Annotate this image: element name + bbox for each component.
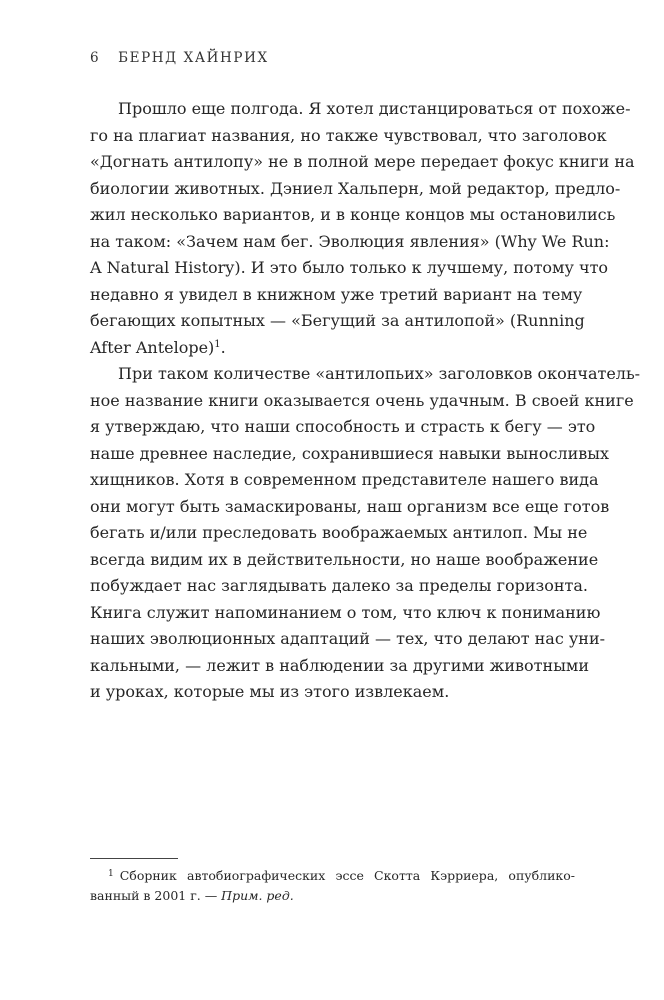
text-line: недавно я увидел в книжном уже третий вариант на тему (90, 284, 583, 304)
running-head-author: БЕРНД ХАЙНРИХ (118, 50, 269, 66)
footnote-text: Сборник автобиографических эссе Скотта Кэрриера, опублико- (119, 868, 575, 883)
text-line: го на плагиат названия, но также чувствовал, что заголовок (90, 125, 607, 145)
text-line: наших эволюционных адаптаций — тех, что делают нас уни- (90, 629, 606, 648)
text-line: биологии животных. Дэниел Хальперн, мой редактор, предло- (90, 178, 621, 198)
text-line: бегающих копытных — «Бегущий за антилопой» (Running (90, 311, 585, 330)
text-line: кальными, — лежит в наблюдении за другими животными (90, 655, 590, 675)
footnote-line (90, 886, 575, 906)
text-line: A Natural History). И это было только к лучшему, потому что (90, 258, 609, 277)
body-text (90, 96, 641, 706)
footnote-reference: 1 (214, 338, 221, 350)
text-line: наше древнее наследие, сохранившиеся навыки выносливых (90, 443, 610, 463)
footnote-mark: 1 (108, 869, 114, 879)
text-line: побуждает нас заглядывать далеко за пределы горизонта. (90, 576, 588, 595)
text-line: они могут быть замаскированы, наш организм все еще готов (90, 496, 610, 516)
text-line: При таком количестве «антилопьих» заголовков окончатель- (118, 364, 641, 383)
text-line: ное название книги оказывается очень удачным. В своей книге (90, 390, 634, 410)
text-line: жил несколько вариантов, и в конце концов мы остановились (90, 205, 616, 224)
text-line: хищников. Хотя в современном представителе нашего вида (90, 470, 599, 489)
text-line: на таком: «Зачем нам бег. Эволюция явления» (Why We Run: (90, 231, 610, 251)
text-line: «Догнать антилопу» не в полной мере передает фокус книги на (90, 152, 635, 171)
text-line: всегда видим их в действительности, но наше воображение (90, 549, 599, 569)
page-number: 6 (90, 50, 101, 66)
editor-note: Прим. ред. (221, 888, 294, 903)
text-line: и уроках, которые мы из этого извлекаем. (90, 682, 450, 701)
text-line: бегать и/или преследовать воображаемых антилоп. Мы не (90, 523, 588, 542)
text-line: Прошло еще полгода. Я хотел дистанцироваться от похоже- (118, 99, 631, 118)
footnote (90, 866, 575, 906)
footnote-line (90, 866, 575, 886)
footnote-divider (90, 858, 178, 859)
text-line: After Antelope)$^1$. (90, 337, 226, 357)
text-line-content: After Antelope) (90, 337, 215, 357)
running-head (90, 50, 269, 66)
footnote-text: ванный в 2001 г. — (90, 888, 222, 903)
text-line: Книга служит напоминанием о том, что ключ к пониманию (90, 602, 601, 622)
text-line: я утверждаю, что наши способность и страсть к бегу — это (90, 417, 596, 436)
